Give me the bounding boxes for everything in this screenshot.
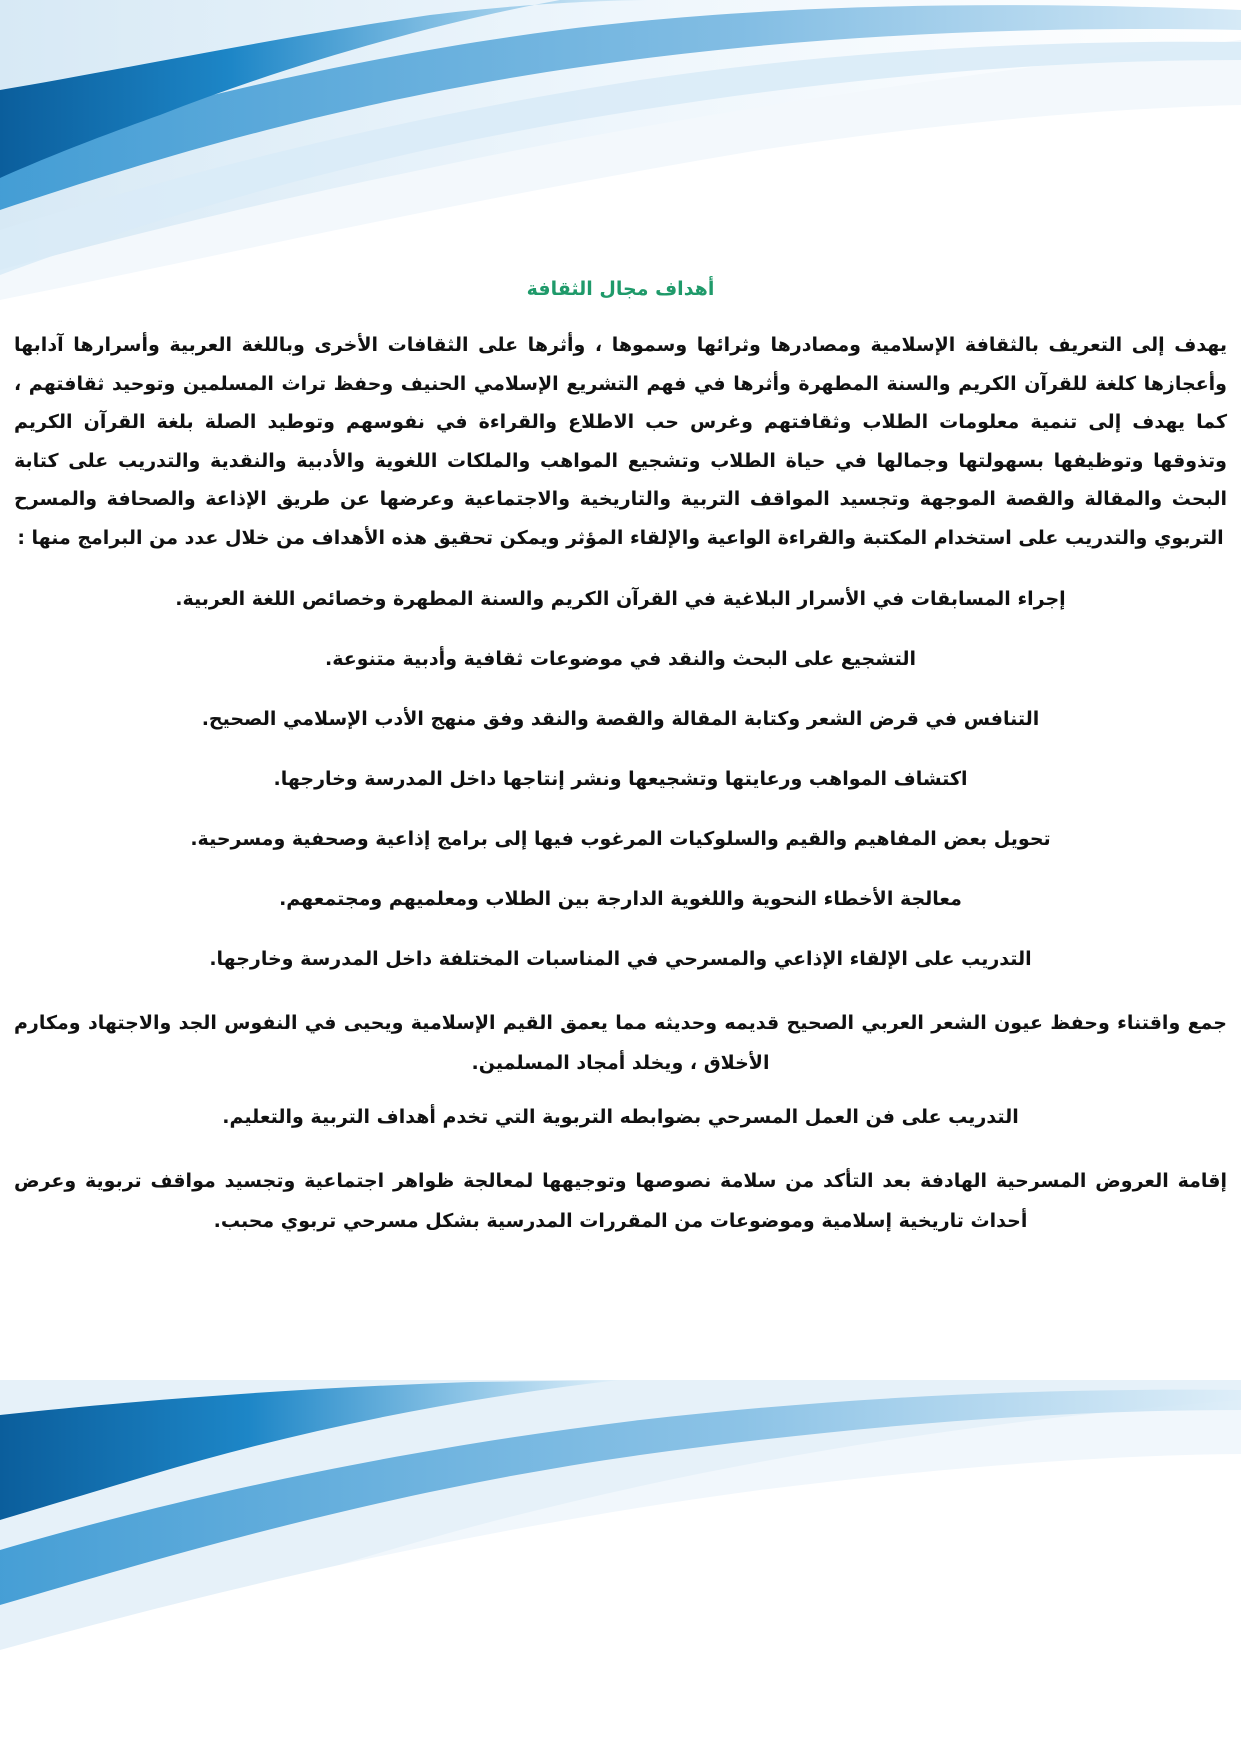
list-item: معالجة الأخطاء النحوية واللغوية الدارجة بين الطلاب ومعلميهم ومجتمعهم. [279, 888, 962, 910]
document-content [14, 278, 1227, 1259]
list-item: التدريب على فن العمل المسرحي بضوابطه التربوية التي تخدم أهداف التربية والتعليم. [222, 1106, 1019, 1128]
bottom-wave-decoration [0, 1380, 1241, 1755]
list-item: اكتشاف المواهب ورعايتها وتشجيعها ونشر إنتاجها داخل المدرسة وخارجها. [273, 768, 968, 790]
list-item: التنافس في قرض الشعر وكتابة المقالة والقصة والنقد وفق منهج الأدب الإسلامي الصحيح. [201, 708, 1040, 730]
list-item: التدريب على الإلقاء الإذاعي والمسرحي في المناسبات المختلفة داخل المدرسة وخارجها. [209, 948, 1032, 970]
list-item: إقامة العروض المسرحية الهادفة بعد التأكد من سلامة نصوصها وتوجيهها لمعالجة ظواهر اجتماعية وتجسيد مواقف تربوية وعرض أحداث تاريخية إسلامية وموضوعات من المقررات المدرسية بشكل مسرحي تربوي محبب. [14, 1170, 1227, 1232]
list-item: التشجيع على البحث والنقد في موضوعات ثقافية وأدبية متنوعة. [325, 648, 916, 670]
list-item: جمع واقتناء وحفظ عيون الشعر العربي الصحيح قديمه وحديثه مما يعمق القيم الإسلامية ويحيى في النفوس الجد والاجتهاد ومكارم الأخلاق ، ويخلد أمجاد المسلمين. [14, 1012, 1227, 1074]
intro-paragraph: يهدف إلى التعريف بالثقافة الإسلامية ومصادرها وثرائها وسموها ، وأثرها على الثقافات الأخرى وباللغة العربية وأسرارها آدابها وأعجازها كلغة للقرآن الكريم والسنة المطهرة وأثرها في فهم التشريع الإسلامي الحنيف وحفظ تراث المسلمين وتوحيد ثقافتهم ، كما يهدف إلى تنمية معلومات الطلاب وثقافتهم وغرس حب الاطلاع والقراءة في نفوسهم وتوطيد الصلة بلغة القرآن الكريم وتذوقها وتوظيفها بسهولتها وجمالها في حياة الطلاب وتشجيع المواهب والملكات اللغوية والأدبية والنقدية والتدريب على كتابة البحث والمقالة والقصة الموجهة وتجسيد المواقف التربية والتاريخية والاجتماعية وعرضها عن طريق الإذاعة والصحافة والمسرح التربوي والتدريب على استخدام المكتبة والقراءة الواعية والإلقاء المؤثر ويمكن تحقيق هذه الأهداف من خلال عدد من البرامج منها : [14, 334, 1227, 549]
list-item: إجراء المسابقات في الأسرار البلاغية في القرآن الكريم والسنة المطهرة وخصائص اللغة العربية. [175, 588, 1066, 610]
page-title: أهداف مجال الثقافة [526, 278, 715, 300]
programs-list [14, 583, 1227, 1241]
list-item: تحويل بعض المفاهيم والقيم والسلوكيات المرغوب فيها إلى برامج إذاعية وصحفية ومسرحية. [190, 828, 1051, 850]
